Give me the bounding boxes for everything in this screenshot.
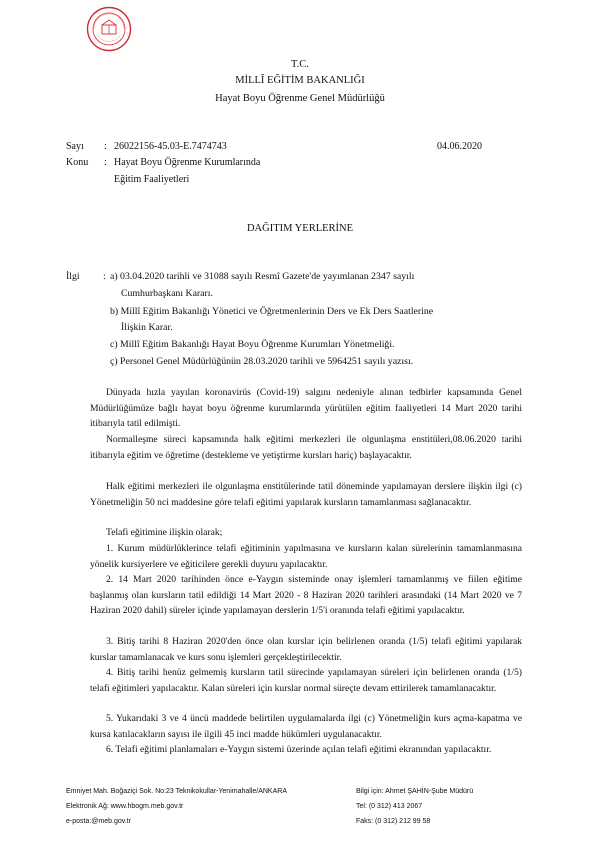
footer-email: e-posta:@meb.gov.tr <box>66 818 131 825</box>
body-paragraph: 5. Yukarıdaki 3 ve 4 üncü maddede belirtilen uygulamalarda ilgi (c) Yönetmeliğin kurs açma-kapatma ve kursa katılacakların sayısı ile ilgili 45 inci madde hükümleri uygulanacaktır. <box>90 713 522 740</box>
body-paragraph: 6. Telafi eğitimi planlamaları e-Yaygın sistemi üzerinde açılan telafi eğitimi ekranından yapılacaktır. <box>106 744 492 755</box>
body-paragraph: Normalleşme süreci kapsamında halk eğitimi merkezleri ile olgunlaşma enstitüleri,08.06.2020 tarihi itibarıyla eğitim ve öğretime (destekleme ve yetiştirme kursları hariç) başlayacaktır. <box>90 434 522 461</box>
konu-row: Konu : Hayat Boyu Öğrenme Kurumlarında <box>66 157 261 168</box>
body-paragraph: 2. 14 Mart 2020 tarihinden önce e-Yaygın sisteminde onay işlemleri tamamlanmış ve fiilen eğitime başlanmış olan kursların tatil edildiği 14 Mart 2020 - 8 Haziran 2020 tarihleri arasındaki (14 Mart 2020 ve 7 Haziran 2020 dahil) süreler içinde yapılamayan derslerin 1/5'i oranında telafi eğitimi yapılacaktır. <box>90 574 522 617</box>
konu-value-1: Hayat Boyu Öğrenme Kurumlarında <box>114 157 261 168</box>
sayi-value: 26022156-45.03-E.7474743 <box>114 141 227 152</box>
meb-seal-logo <box>86 6 132 52</box>
footer-info: Bilgi için: Ahmet ŞAHİN-Şube Müdürü <box>356 788 474 795</box>
konu-value-2: Eğitim Faaliyetleri <box>114 174 190 185</box>
document-date: 04.06.2020 <box>437 141 482 152</box>
footer-web: Elektronik Ağ: www.hbogm.meb.gov.tr <box>66 803 184 810</box>
sayi-row: Sayı : 26022156-45.03-E.7474743 <box>66 141 227 152</box>
ilgi-item: ç) Personel Genel Müdürlüğünün 28.03.2020 tarihli ve 5964251 sayılı yazısı. <box>110 356 414 367</box>
body-paragraph: 4. Bitiş tarihi henüz gelmemiş kursların tatil sürecinde yapılamayan süreleri için belirlenen oranda (1/5) telafi eğitimleri yapılacaktır. Kalan süreleri için kurslar normal süreçte devam ettirilerek tamamlanacaktır. <box>90 667 522 694</box>
ilgi-item: a) 03.04.2020 tarihli ve 31088 sayılı Resmî Gazete'de yayımlanan 2347 sayılı <box>110 271 415 282</box>
body-paragraph: Telafi eğitimine ilişkin olarak; <box>106 527 223 538</box>
distribution-heading: DAĞITIM YERLERİNE <box>246 223 354 234</box>
body-paragraph: 1. Kurum müdürlüklerince telafi eğitiminin yapılmasına ve kursların kalan sürelerinin tamamlanmasına yönelik kursiyerlere ve eğiticilere gerekli duyuru yapılacaktır. <box>90 543 522 570</box>
footer-address: Emniyet Mah. Boğaziçi Sok. No:23 Teknikokullar-Yenimahalle/ANKARA <box>66 788 287 795</box>
footer-fax: Faks: (0 312) 212 99 58 <box>356 818 431 825</box>
header-directorate: Hayat Boyu Öğrenme Genel Müdürlüğü <box>215 93 385 104</box>
body-paragraph: 3. Bitiş tarihi 8 Haziran 2020'den önce olan kurslar için belirlenen oranda (1/5) telafi eğitimi yapılarak kurslar tamamlanacak ve kurs sonu işlemleri gerçekleştirilecektir. <box>90 636 522 663</box>
sayi-label: Sayı <box>66 141 84 152</box>
ilgi-label: İlgi <box>66 271 80 282</box>
konu-label: Konu <box>66 157 89 168</box>
body-paragraph: Dünyada hızla yayılan koronavirüs (Covid-19) salgını nedeniyle alınan tedbirler kapsamında Genel Müdürlüğümüze bağlı hayat boyu öğrenme kurumlarında yürütülen eğitim faaliyetleri 14 Mart 2020 tarihi itibarıyla tatil edilmişti. <box>90 387 522 430</box>
ilgi-item: Cumhurbaşkanı Kararı. <box>121 288 213 299</box>
ilgi-item: c) Millî Eğitim Bakanlığı Hayat Boyu Öğrenme Kurumları Yönetmeliği. <box>110 339 395 350</box>
header-tc: T.C. <box>291 59 309 70</box>
ilgi-item: İlişkin Karar. <box>121 322 173 333</box>
footer-tel: Tel: (0 312) 413 2067 <box>356 803 423 810</box>
header-ministry: MİLLÎ EĞİTİM BAKANLIĞI <box>235 75 365 86</box>
ilgi-item: b) Millî Eğitim Bakanlığı Yönetici ve Öğretmenlerinin Ders ve Ek Ders Saatlerine <box>110 306 434 317</box>
body-paragraph: Halk eğitimi merkezleri ile olgunlaşma enstitülerinde tatil döneminde yapılamayan derslere ilişkin ilgi (c) Yönetmeliğin 50 nci maddesine göre telafi eğitimi yapılarak kursların tamamlanması sağlanacaktır. <box>90 481 522 508</box>
